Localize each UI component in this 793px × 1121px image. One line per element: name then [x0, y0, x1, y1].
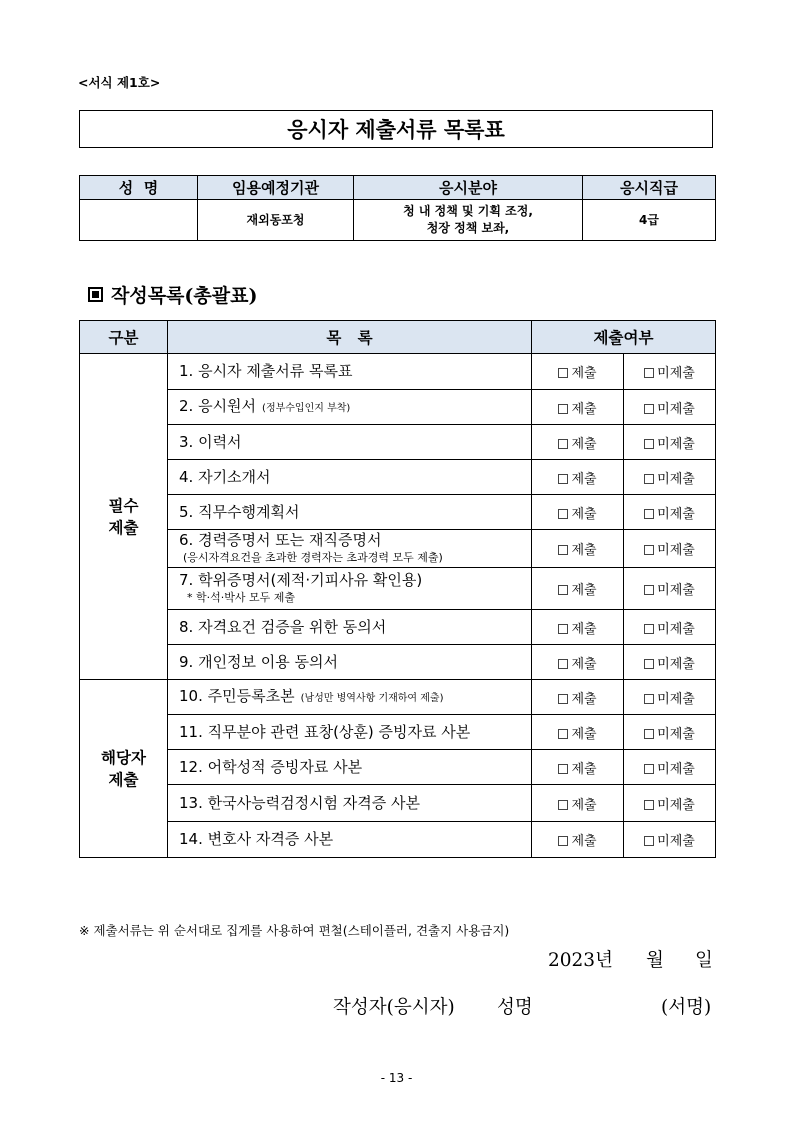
item-subnote: * 학·석·박사 모두 제출: [187, 590, 295, 604]
item-label: 2. 응시원서: [179, 396, 257, 415]
not-submit-checkbox[interactable]: [644, 764, 654, 774]
not-submit-option[interactable]: [624, 750, 716, 785]
not-submit-option[interactable]: [624, 610, 716, 645]
option-label: 미제출: [657, 621, 695, 637]
option-label: 제출: [571, 366, 597, 381]
item-label: 14. 변호사 자격증 사본: [179, 830, 334, 848]
submit-checkbox[interactable]: [558, 368, 568, 378]
not-submit-option[interactable]: [624, 568, 716, 610]
submit-option[interactable]: [532, 645, 624, 680]
submit-checkbox[interactable]: [558, 509, 568, 519]
option-label: 제출: [571, 436, 597, 452]
submit-checkbox[interactable]: [558, 624, 568, 634]
applicant-info-table: [79, 175, 716, 241]
item-cell: [168, 822, 532, 858]
not-submit-checkbox[interactable]: [644, 694, 654, 704]
not-submit-checkbox[interactable]: [644, 368, 654, 378]
item-cell: [168, 425, 532, 460]
submit-checkbox[interactable]: [558, 694, 568, 704]
option-label: 제출: [571, 471, 597, 487]
agency-cell: 재외동포청: [198, 200, 354, 241]
group-applicable: [80, 680, 168, 858]
table-row: [80, 610, 716, 645]
field-line-2: 청장 정책 보좌,: [426, 221, 510, 235]
group-required: [80, 354, 168, 680]
table-row: [80, 680, 716, 715]
option-label: 미제출: [657, 761, 695, 777]
not-submit-checkbox[interactable]: [644, 729, 654, 739]
option-label: 제출: [571, 797, 597, 813]
submit-checkbox[interactable]: [558, 585, 568, 595]
table-row: [80, 425, 716, 460]
option-label: 미제출: [657, 506, 695, 522]
submit-option[interactable]: [532, 460, 624, 495]
not-submit-checkbox[interactable]: [644, 800, 654, 810]
field-line-1: 청 내 정책 및 기획 조정,: [403, 204, 533, 218]
submit-option[interactable]: [532, 785, 624, 822]
submit-option[interactable]: [532, 715, 624, 750]
item-cell: [168, 785, 532, 822]
item-label: 6. 경력증명서 또는 재직증명서: [179, 530, 382, 549]
item-label: 7. 학위증명서(제적·기피사유 확인용): [179, 570, 423, 589]
table-row: [80, 750, 716, 785]
option-label: 미제출: [657, 583, 695, 598]
header-name: 성 명: [80, 176, 198, 200]
not-submit-checkbox[interactable]: [644, 509, 654, 519]
group-label: 제출: [108, 770, 139, 789]
submit-option[interactable]: [532, 610, 624, 645]
item-label: 4. 자기소개서: [179, 467, 271, 486]
item-cell: [168, 495, 532, 530]
not-submit-option[interactable]: [624, 645, 716, 680]
table-row: [80, 354, 716, 390]
item-cell: [168, 715, 532, 750]
item-cell: [168, 530, 532, 568]
option-label: 미제출: [657, 726, 695, 742]
submit-checkbox[interactable]: [558, 836, 568, 846]
form-number: <서식 제1호>: [78, 75, 161, 90]
applicant-name-cell[interactable]: [80, 200, 198, 241]
option-label: 미제출: [657, 834, 695, 849]
not-submit-option[interactable]: [624, 495, 716, 530]
header-category: 구분: [80, 321, 168, 354]
not-submit-checkbox[interactable]: [644, 404, 654, 414]
header-submission: 제출여부: [532, 321, 716, 354]
submit-option[interactable]: [532, 425, 624, 460]
submit-option[interactable]: [532, 822, 624, 858]
group-label: 필수: [108, 496, 139, 515]
table-row: [80, 568, 716, 610]
submit-option[interactable]: [532, 680, 624, 715]
section-heading: [88, 281, 257, 308]
option-label: 제출: [571, 543, 597, 558]
date-month[interactable]: 월: [646, 950, 664, 971]
header-field: 응시분야: [354, 176, 583, 200]
table-row: [80, 645, 716, 680]
group-label: 해당자: [101, 748, 146, 767]
item-note: (남성만 병역사항 기재하여 제출): [300, 692, 444, 704]
item-label: 5. 직무수행계획서: [179, 502, 300, 521]
option-label: 제출: [571, 726, 597, 742]
item-label: 11. 직무분야 관련 표창(상훈) 증빙자료 사본: [179, 722, 471, 741]
submit-checkbox[interactable]: [558, 545, 568, 555]
option-label: 제출: [571, 656, 597, 672]
binding-note: ※ 제출서류는 위 순서대로 집게를 사용하여 편철(스테이플러, 견출지 사용금지): [79, 923, 510, 938]
item-cell: [168, 460, 532, 495]
option-label: 제출: [571, 621, 597, 637]
not-submit-checkbox[interactable]: [644, 659, 654, 669]
submit-option[interactable]: [532, 750, 624, 785]
field-cell: [354, 200, 583, 241]
item-label: 8. 자격요건 검증을 위한 동의서: [179, 617, 387, 636]
document-list-table: [79, 320, 716, 858]
submit-checkbox[interactable]: [558, 404, 568, 414]
item-cell: [168, 568, 532, 610]
signature-field[interactable]: (서명): [661, 997, 712, 1018]
group-label: 제출: [108, 518, 139, 537]
table-row: [80, 495, 716, 530]
option-label: 미제출: [657, 366, 695, 381]
not-submit-option[interactable]: [624, 822, 716, 858]
not-submit-checkbox[interactable]: [644, 474, 654, 484]
header-grade: 응시직급: [583, 176, 716, 200]
item-cell: [168, 610, 532, 645]
submit-option[interactable]: [532, 568, 624, 610]
not-submit-checkbox[interactable]: [644, 585, 654, 595]
table-row: [80, 785, 716, 822]
item-label: 12. 어학성적 증빙자료 사본: [179, 757, 363, 776]
option-label: 제출: [571, 691, 597, 707]
header-items: 목 록: [168, 321, 532, 354]
header-agency: 임용예정기관: [198, 176, 354, 200]
submit-checkbox[interactable]: [558, 439, 568, 449]
option-label: 미제출: [657, 471, 695, 487]
option-label: 제출: [571, 583, 597, 598]
not-submit-checkbox[interactable]: [644, 624, 654, 634]
table-row: [80, 715, 716, 750]
date-year: 2023년: [548, 950, 613, 971]
table-row: [80, 822, 716, 858]
not-submit-option[interactable]: [624, 680, 716, 715]
submit-checkbox[interactable]: [558, 729, 568, 739]
not-submit-option[interactable]: [624, 530, 716, 568]
not-submit-option[interactable]: [624, 354, 716, 390]
grade-cell: 4급: [583, 200, 716, 241]
item-label: 3. 이력서: [179, 432, 242, 451]
option-label: 미제출: [657, 401, 695, 417]
item-cell: [168, 390, 532, 425]
item-label: 9. 개인정보 이용 동의서: [179, 652, 339, 671]
page-title: 응시자 제출서류 목록표: [79, 110, 713, 148]
option-label: 미제출: [657, 797, 695, 813]
not-submit-checkbox[interactable]: [644, 836, 654, 846]
item-cell: [168, 680, 532, 715]
item-note: (정부수입인지 부착): [262, 402, 351, 414]
item-cell: [168, 750, 532, 785]
item-label: 13. 한국사능력검정시험 자격증 사본: [179, 793, 421, 812]
not-submit-checkbox[interactable]: [644, 439, 654, 449]
submit-checkbox[interactable]: [558, 800, 568, 810]
date-day[interactable]: 일: [695, 950, 713, 971]
not-submit-option[interactable]: [624, 715, 716, 750]
page-number: - 13 -: [380, 1071, 413, 1085]
option-label: 미제출: [657, 543, 695, 558]
submit-option[interactable]: [532, 530, 624, 568]
submit-checkbox[interactable]: [558, 474, 568, 484]
option-label: 미제출: [657, 691, 695, 707]
filled-square-icon: [88, 287, 103, 302]
item-subnote: (응시자격요건을 초과한 경력자는 초과경력 모두 제출): [183, 550, 443, 564]
not-submit-option[interactable]: [624, 785, 716, 822]
table-row: [80, 530, 716, 568]
not-submit-option[interactable]: [624, 425, 716, 460]
submit-checkbox[interactable]: [558, 764, 568, 774]
submit-checkbox[interactable]: [558, 659, 568, 669]
table-row: [80, 460, 716, 495]
option-label: 미제출: [657, 656, 695, 672]
submit-option[interactable]: [532, 390, 624, 425]
item-label: 10. 주민등록초본: [179, 686, 295, 705]
not-submit-option[interactable]: [624, 460, 716, 495]
option-label: 미제출: [657, 436, 695, 452]
option-label: 제출: [571, 761, 597, 777]
table-row: [80, 390, 716, 425]
signer-label: 작성자(응시자): [333, 997, 455, 1018]
item-cell: [168, 354, 532, 390]
not-submit-option[interactable]: [624, 390, 716, 425]
option-label: 제출: [571, 834, 597, 849]
submit-option[interactable]: [532, 495, 624, 530]
option-label: 제출: [571, 401, 597, 417]
signer-name-label: 성명: [497, 997, 533, 1018]
section-heading-text: 작성목록(총괄표): [111, 285, 258, 307]
item-cell: [168, 645, 532, 680]
item-label: 1. 응시자 제출서류 목록표: [179, 362, 353, 380]
not-submit-checkbox[interactable]: [644, 545, 654, 555]
submit-option[interactable]: [532, 354, 624, 390]
option-label: 제출: [571, 506, 597, 522]
